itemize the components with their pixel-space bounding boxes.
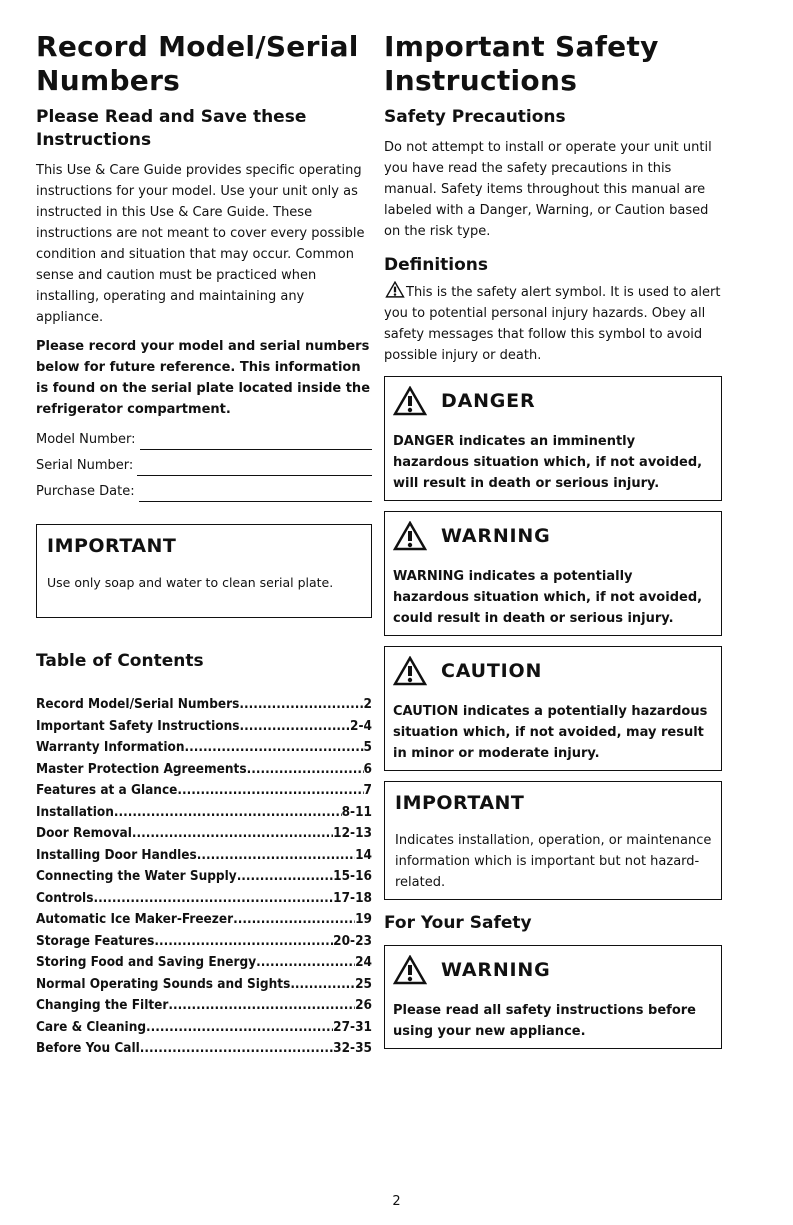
danger-word: DANGER — [441, 390, 536, 412]
toc-entry-label: Warranty Information — [36, 739, 185, 755]
toc-entry-label: Normal Operating Sounds and Sights — [36, 975, 291, 992]
toc-leader-dots — [146, 1017, 333, 1039]
toc-entry — [36, 888, 372, 910]
toc-leader-dots — [240, 716, 351, 738]
toc-entry — [36, 823, 372, 845]
toc-entry-label: Automatic Ice Maker-Freezer — [36, 911, 234, 927]
definitions-heading: Definitions — [384, 255, 489, 275]
left-column — [36, 30, 372, 1060]
for-your-safety-heading: For Your Safety — [384, 913, 532, 933]
toc-entry-page: 8-11 — [341, 803, 372, 820]
record-note: Please record your model and serial numbers below for future reference. This information is found on the serial plate located inside the refrigerator compartment. — [36, 339, 371, 417]
toc-leader-dots — [237, 866, 333, 888]
safety-warning-alert-icon — [393, 955, 427, 985]
serial-number-label: Serial Number: — [36, 458, 134, 473]
intro-paragraph: This Use & Care Guide provides specific operating instructions for your model. Use your unit only as instructed in this Use & Care Guide. These instructions are not meant to cover every possible condition and situation that may occur. Common sense and caution must be practiced when installing, operating and maintaining any appliance. — [36, 163, 365, 325]
toc-entry — [36, 952, 372, 974]
toc-entry-page: 19 — [355, 911, 372, 927]
toc-entry-label: Controls — [36, 889, 94, 906]
toc-entry — [36, 737, 372, 759]
toc-entry — [36, 716, 372, 738]
toc-entry-label: Master Protection Agreements — [36, 760, 247, 777]
serial-number-line — [36, 456, 372, 476]
toc-entry-page: 12-13 — [333, 825, 372, 841]
read-save-subtitle: Please Read and Save these Instructions — [36, 107, 307, 150]
toc-leader-dots — [197, 845, 355, 867]
warning-word: WARNING — [441, 525, 551, 547]
toc-entry-label: Installing Door Handles — [36, 846, 197, 863]
toc-entry-label: Connecting the Water Supply — [36, 868, 237, 884]
toc-entry — [36, 1017, 372, 1039]
toc-leader-dots — [233, 909, 355, 931]
purchase-date-blank — [139, 487, 372, 502]
toc-leader-dots — [132, 823, 333, 845]
precautions-heading: Safety Precautions — [384, 107, 566, 127]
toc-entry-label: Door Removal — [36, 825, 132, 841]
toc-entry-page: 27-31 — [333, 1018, 372, 1035]
toc-entry — [36, 694, 372, 716]
important-text: Use only soap and water to clean serial plate. — [47, 575, 334, 590]
important-title: IMPORTANT — [47, 535, 177, 557]
toc-entry — [36, 780, 372, 802]
toc-entry-label: Storing Food and Saving Energy — [36, 954, 257, 970]
toc-leader-dots — [114, 802, 342, 824]
toc-entry — [36, 802, 372, 824]
toc-list — [36, 694, 372, 1060]
serial-number-blank — [137, 461, 372, 476]
toc-entry — [36, 995, 372, 1017]
toc-title: Table of Contents — [36, 651, 204, 671]
safety-warning-word: WARNING — [441, 959, 551, 981]
caution-word: CAUTION — [441, 660, 543, 682]
danger-box — [384, 376, 722, 501]
important-serial-box — [36, 524, 372, 618]
purchase-date-line — [36, 482, 372, 502]
model-number-label: Model Number: — [36, 432, 136, 447]
toc-leader-dots — [184, 737, 363, 759]
toc-leader-dots — [168, 995, 355, 1017]
toc-entry-label: Changing the Filter — [36, 997, 169, 1013]
warning-box — [384, 511, 722, 636]
toc-leader-dots — [93, 888, 333, 910]
toc-entry — [36, 866, 372, 888]
toc-entry-page: 17-18 — [333, 889, 372, 906]
right-column — [384, 30, 722, 1049]
warning-alert-icon — [393, 521, 427, 551]
toc-entry-page: 25 — [355, 975, 372, 992]
page-number: 2 — [392, 1194, 401, 1209]
toc-entry-page: 20-23 — [333, 932, 372, 949]
toc-leader-dots — [247, 759, 364, 781]
toc-leader-dots — [154, 931, 333, 953]
safety-warning-box — [384, 945, 722, 1049]
toc-entry-page: 32-35 — [333, 1040, 372, 1056]
safety-alert-icon — [384, 281, 406, 298]
danger-alert-icon — [393, 386, 427, 416]
toc-entry-label: Features at a Glance — [36, 782, 178, 798]
toc-entry-page: 2 — [363, 696, 372, 712]
toc-leader-dots — [256, 952, 355, 974]
safety-warning-text: Please read all safety instructions before using your new appliance. — [393, 1003, 696, 1039]
toc-entry-page: 14 — [355, 846, 372, 863]
toc-entry — [36, 909, 372, 931]
toc-entry-page: 6 — [363, 760, 372, 777]
caution-text: CAUTION indicates a potentially hazardous situation which, if not avoided, may result in minor or moderate injury. — [393, 704, 708, 761]
toc-entry-page: 7 — [363, 782, 372, 798]
safety-title: Important Safety Instructions — [384, 30, 659, 97]
model-number-blank — [140, 435, 372, 450]
important-info-box — [384, 781, 722, 900]
toc-leader-dots — [290, 974, 355, 996]
toc-entry-label: Storage Features — [36, 932, 155, 949]
purchase-date-label: Purchase Date: — [36, 484, 135, 499]
toc-entry — [36, 1038, 372, 1060]
precautions-text: Do not attempt to install or operate your unit until you have read the safety precautions in this manual. Safety items throughout this manual are labeled with a Danger, Warning, or Caution based on the risk type. — [384, 140, 712, 239]
toc-entry — [36, 759, 372, 781]
toc-entry-page: 15-16 — [333, 868, 372, 884]
model-number-line — [36, 430, 372, 450]
important-info-title: IMPORTANT — [395, 792, 525, 814]
toc-entry — [36, 974, 372, 996]
toc-entry-page: 5 — [363, 739, 372, 755]
toc-entry — [36, 845, 372, 867]
toc-entry-label: Before You Call — [36, 1040, 140, 1056]
toc-entry-label: Installation — [36, 803, 114, 820]
definitions-paragraph — [384, 281, 722, 366]
definitions-text: This is the safety alert symbol. It is used to alert you to potential personal injury hazards. Obey all safety messages that follow this symbol to avoid possible injury or death. — [384, 285, 721, 363]
warning-text: WARNING indicates a potentially hazardous situation which, if not avoided, could result in death or serious injury. — [393, 569, 703, 626]
toc-entry-label: Care & Cleaning — [36, 1018, 147, 1035]
caution-box — [384, 646, 722, 771]
toc-entry-page: 24 — [355, 954, 372, 970]
toc-leader-dots — [177, 780, 363, 802]
toc-entry-label: Record Model/Serial Numbers — [36, 696, 240, 712]
toc-entry-page: 26 — [355, 997, 372, 1013]
toc-entry — [36, 931, 372, 953]
danger-text: DANGER indicates an imminently hazardous situation which, if not avoided, will result in death or serious injury. — [393, 434, 703, 491]
toc-leader-dots — [140, 1038, 333, 1060]
caution-alert-icon — [393, 656, 427, 686]
toc-entry-label: Important Safety Instructions — [36, 717, 240, 734]
important-info-text: Indicates installation, operation, or maintenance information which is important but not hazard-related. — [395, 833, 712, 890]
toc-leader-dots — [239, 694, 363, 716]
record-title: Record Model/Serial Numbers — [36, 30, 359, 97]
toc-entry-page: 2-4 — [350, 717, 372, 734]
